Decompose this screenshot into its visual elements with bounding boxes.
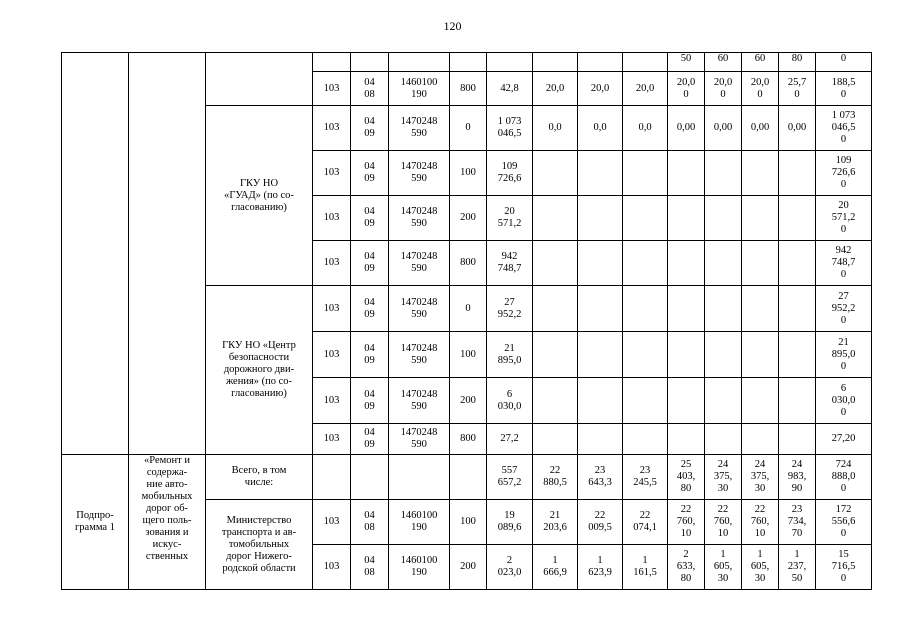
cell-value: 0,00: [705, 106, 742, 151]
cell-value: 109 726,6 0: [816, 151, 872, 196]
cell-value: 1 623,9: [578, 545, 623, 590]
cell: 50: [668, 53, 705, 72]
cell-value: 188,5 0: [816, 72, 872, 106]
cell-csr: 1460100 190: [389, 545, 450, 590]
cell-value: 25 403, 80: [668, 455, 705, 500]
cell-value: 1 666,9: [533, 545, 578, 590]
cell-value: 24 983, 90: [779, 455, 816, 500]
cell-kgrbs: 103: [313, 545, 351, 590]
cell-kgrbs: 103: [313, 286, 351, 332]
executor-cbdd: ГКУ НО «Центр безопасности дорожного дви- жения» (по со- гласованию): [206, 286, 313, 455]
cell-value: 24 375, 30: [705, 455, 742, 500]
cell-value: 19 089,6: [487, 500, 533, 545]
cell-csr: 1470248 590: [389, 196, 450, 241]
cell-value: 0,0: [623, 106, 668, 151]
cell-csr: 1470248 590: [389, 151, 450, 196]
cell-value: 22 760, 10: [705, 500, 742, 545]
cell-value: 27,2: [487, 424, 533, 455]
cell: 60: [742, 53, 779, 72]
cell-value: 20,0 0: [742, 72, 779, 106]
cell-value: 0,00: [742, 106, 779, 151]
cell-value: 20,0 0: [668, 72, 705, 106]
cell-value: 23 734, 70: [779, 500, 816, 545]
cell-kgrbs: 103: [313, 332, 351, 378]
cell-value: 1 073 046,5 0: [816, 106, 872, 151]
cell-value: 109 726,6: [487, 151, 533, 196]
cell-kgrbs: 103: [313, 106, 351, 151]
cell-value: 25,7 0: [779, 72, 816, 106]
cell-value: 2 023,0: [487, 545, 533, 590]
cell-value: 1 605, 30: [705, 545, 742, 590]
cell-vr: 0: [450, 286, 487, 332]
cell-value: 15 716,5 0: [816, 545, 872, 590]
cell-value: 1 605, 30: [742, 545, 779, 590]
cell-value: 22 760, 10: [742, 500, 779, 545]
cell-vr: 100: [450, 332, 487, 378]
cell-kgrbs: 103: [313, 424, 351, 455]
cell-rz: 04 09: [351, 151, 389, 196]
cell-value: 1 073 046,5: [487, 106, 533, 151]
cell-value: 0,00: [779, 106, 816, 151]
executor-ministry: Министерство транспорта и ав- томобильных дорог Нижего- родской области: [206, 500, 313, 590]
executor-guad: ГКУ НО «ГУАД» (по со- гласованию): [206, 106, 313, 286]
cell-rz: 04 08: [351, 500, 389, 545]
cell: 0: [816, 53, 872, 72]
cell-value: 42,8: [487, 72, 533, 106]
cell-vr: 800: [450, 72, 487, 106]
cell-value: 21 895,0: [487, 332, 533, 378]
cell-value: 22 009,5: [578, 500, 623, 545]
cell-value: 22 880,5: [533, 455, 578, 500]
cell-vr: 0: [450, 106, 487, 151]
cell-rz: 04 09: [351, 332, 389, 378]
cell-kgrbs: 103: [313, 196, 351, 241]
cell-value: 27,20: [816, 424, 872, 455]
table-row: [62, 53, 872, 72]
cell-kgrbs: 103: [313, 378, 351, 424]
cell-value: 21 895,0 0: [816, 332, 872, 378]
cell-value: 20,0: [623, 72, 668, 106]
cell-value: 1 161,5: [623, 545, 668, 590]
cell-value: 6 030,0: [487, 378, 533, 424]
cell-value: 942 748,7: [487, 241, 533, 286]
cell-value: 20,0: [533, 72, 578, 106]
cell-csr: 1460100 190: [389, 72, 450, 106]
cell-kgrbs: 103: [313, 72, 351, 106]
cell-value: 22 074,1: [623, 500, 668, 545]
cell-vr: 200: [450, 545, 487, 590]
cell-value: 2 633, 80: [668, 545, 705, 590]
cell-value: 0,0: [578, 106, 623, 151]
cell-value: 20,0 0: [705, 72, 742, 106]
cell-value: 27 952,2 0: [816, 286, 872, 332]
cell-value: 23 245,5: [623, 455, 668, 500]
cell-rz: 04 09: [351, 286, 389, 332]
subprogram-label: Подпро- грамма 1: [62, 455, 129, 590]
col-title-cell: [129, 53, 206, 455]
cell-vr: 200: [450, 378, 487, 424]
cell-csr: 1460100 190: [389, 500, 450, 545]
page-number: 120: [443, 19, 462, 33]
cell-kgrbs: 103: [313, 500, 351, 545]
cell-rz: 04 09: [351, 196, 389, 241]
cell-kgrbs: 103: [313, 151, 351, 196]
cell-value: 24 375, 30: [742, 455, 779, 500]
cell-value: 724 888,0 0: [816, 455, 872, 500]
cell-value: 21 203,6: [533, 500, 578, 545]
cell-rz: 04 09: [351, 424, 389, 455]
cell-csr: 1470248 590: [389, 286, 450, 332]
cell: 80: [779, 53, 816, 72]
cell-value: 22 760, 10: [668, 500, 705, 545]
budget-table: [61, 52, 872, 590]
cell-rz: 04 08: [351, 72, 389, 106]
cell-vr: 800: [450, 241, 487, 286]
table-row: [62, 455, 872, 500]
cell-csr: 1470248 590: [389, 378, 450, 424]
cell-csr: 1470248 590: [389, 424, 450, 455]
cell-value: 27 952,2: [487, 286, 533, 332]
cell-value: 172 556,6 0: [816, 500, 872, 545]
cell-value: 942 748,7 0: [816, 241, 872, 286]
cell-value: 0,0: [533, 106, 578, 151]
cell-value: 20 571,2 0: [816, 196, 872, 241]
cell-value: 23 643,3: [578, 455, 623, 500]
total-label: Всего, в том числе:: [206, 455, 313, 500]
cell-rz: 04 09: [351, 106, 389, 151]
col-executor-cell: [206, 53, 313, 106]
cell: 60: [705, 53, 742, 72]
cell-csr: 1470248 590: [389, 241, 450, 286]
cell-value: 6 030,0 0: [816, 378, 872, 424]
cell-value: 1 237, 50: [779, 545, 816, 590]
cell-vr: 200: [450, 196, 487, 241]
cell-value: 20,0: [578, 72, 623, 106]
cell-rz: 04 08: [351, 545, 389, 590]
cell-value: 20 571,2: [487, 196, 533, 241]
cell-vr: 800: [450, 424, 487, 455]
col-program-cell: [62, 53, 129, 455]
cell-kgrbs: 103: [313, 241, 351, 286]
cell-rz: 04 09: [351, 241, 389, 286]
cell-vr: 100: [450, 151, 487, 196]
cell-vr: 100: [450, 500, 487, 545]
cell-value: 557 657,2: [487, 455, 533, 500]
cell-value: 0,00: [668, 106, 705, 151]
cell-csr: 1470248 590: [389, 106, 450, 151]
cell-rz: 04 09: [351, 378, 389, 424]
cell-csr: 1470248 590: [389, 332, 450, 378]
subprogram-title: «Ремонт и содержа- ние авто- мобильных дорог об- щего поль- зования и искус- ственных: [129, 455, 206, 590]
